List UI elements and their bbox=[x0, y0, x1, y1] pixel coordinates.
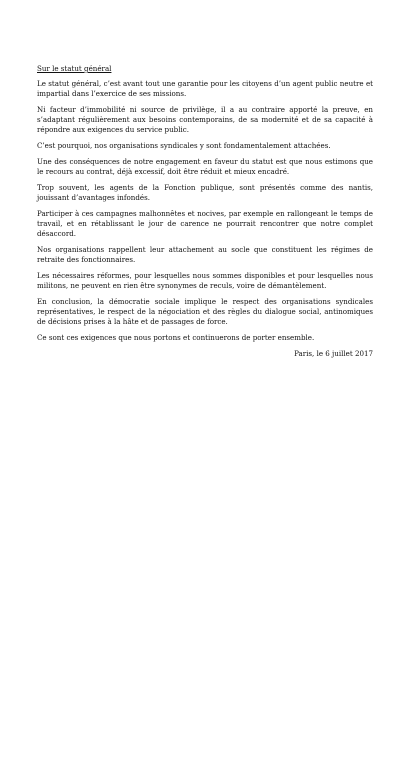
paragraph-5: Trop souvent, les agents de la Fonction publique, sont présentés comme des nantis, jouissant d’avantages infondés. bbox=[37, 182, 373, 202]
paragraph-9: En conclusion, la démocratie sociale implique le respect des organisations syndicales représentatives, le respect de la négociation et des règles du dialogue social, antinomiques de décisions prises à la hâte et de passages de force. bbox=[37, 296, 373, 326]
section-heading: Sur le statut général bbox=[37, 64, 112, 73]
paragraph-2: Ni facteur d’immobilité ni source de privilège, il a au contraire apporté la preuve, en s’adaptant régulièrement aux besoins contemporains, de sa modernité et de sa capacité à répondre aux exigences du service public. bbox=[37, 104, 373, 134]
paragraph-1: Le statut général, c’est avant tout une garantie pour les citoyens d’un agent public neutre et impartial dans l’exercice de ses missions. bbox=[37, 78, 373, 98]
paragraph-3: C’est pourquoi, nos organisations syndicales y sont fondamentalement attachées. bbox=[37, 140, 331, 150]
document-body bbox=[37, 64, 373, 359]
paragraph-7: Nos organisations rappellent leur attachement au socle que constituent les régimes de retraite des fonctionnaires. bbox=[37, 244, 373, 264]
paragraph-6: Participer à ces campagnes malhonnêtes et nocives, par exemple en rallongeant le temps de travail, et en rétablissant le jour de carence ne pourrait rencontrer que notre complet désaccord. bbox=[37, 208, 373, 238]
paragraph-4: Une des conséquences de notre engagement en faveur du statut est que nous estimons que le recours au contrat, déjà excessif, doit être réduit et mieux encadré. bbox=[37, 156, 373, 176]
date-signature: Paris, le 6 juillet 2017 bbox=[294, 348, 373, 358]
paragraph-10: Ce sont ces exigences que nous portons et continuerons de porter ensemble. bbox=[37, 332, 315, 342]
paragraph-8: Les nécessaires réformes, pour lesquelles nous sommes disponibles et pour lesquelles nous militons, ne peuvent en rien être synonymes de reculs, voire de démantèlement. bbox=[37, 270, 373, 290]
